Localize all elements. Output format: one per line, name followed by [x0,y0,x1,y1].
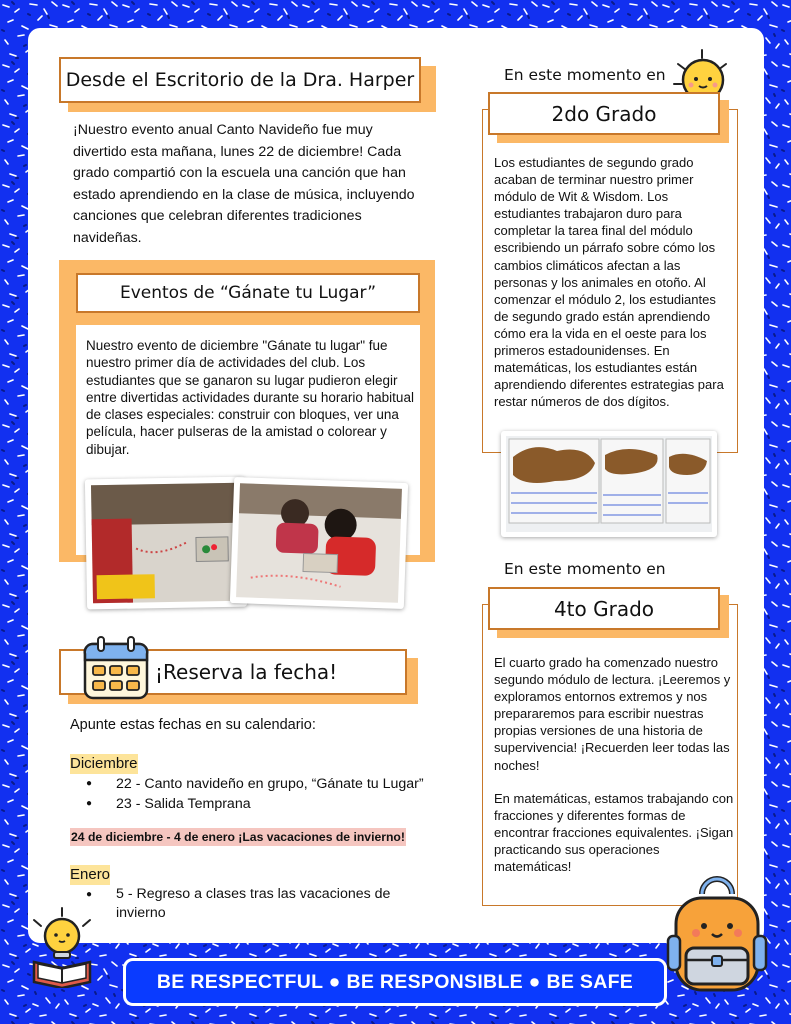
grade2-caption: En este momento en [504,66,666,84]
grade4-title: 4to Grado [553,596,655,621]
intro-paragraph: ¡Nuestro evento anual Canto Navideño fue muy divertido esta mañana, lunes 22 de diciembre! Cada grado compartió con la escuela una canción que han estado aprendiendo en la clase de música, incluyendo canciones que celebran diferentes tradiciones navideñas. [73,122,415,246]
list-item: ● 23 - Salida Temprana [70,794,470,814]
january-list [70,885,430,923]
list-item: ● 22 - Canto navideño en grupo, “Gánate tu Lugar” [70,774,470,794]
reading-lightbulb-icon [26,906,110,988]
footer-text: BE RESPECTFUL ● BE RESPONSIBLE ● BE SAFE [156,970,634,993]
grade4-paragraph-2: En matemáticas, estamos trabajando con fracciones y diferentes formas de encontrar fracciones equivalentes. ¡Sigan practicando sus operaciones matemáticas! [494,791,734,875]
month-january: Enero [70,866,111,883]
grade4-caption: En este momento en [504,560,666,578]
events-photo-2 [230,477,408,609]
events-title: Eventos de “Gánate tu Lugar” [119,283,377,303]
events-paragraph: Nuestro evento de diciembre "Gánate tu lugar" fue nuestro primer día de actividades del club. Los estudiantes que se ganaron su lugar pudieron elegir entre divertidas actividades durante su horario habitual de clases especiales: construir con bloques, ver una película, hacer pulseras de la amistad o colorear y dibujar. [86,338,414,457]
grade2-title: 2do Grado [551,101,657,126]
grade2-paragraph: Los estudiantes de segundo grado acaban de terminar nuestro primer módulo de Wit & Wisdom. Los estudiantes trabajaron duro para completar la tarea final del módulo escribiendo un párrafo sobre cómo los cambios climáticos afectan a las personas y los animales en otoño. Al comenzar el módulo 2, los estudiantes de segundo grado están aprendiendo cómo era la vida en el oeste para los primeros estadounidenses. En matemáticas, los estudiantes están aprendiendo diferentes estrategias para restar números de dos dígitos. [494,155,724,410]
dates-title: ¡Reserva la fecha! [155,660,338,684]
december-list [70,774,470,814]
grade4-title-box [488,587,720,630]
backpack-icon [664,876,770,998]
dates-intro: Apunte estas fechas en su calendario: [70,717,316,733]
grade2-photo [501,431,717,537]
events-photo-1 [85,477,247,610]
grade4-paragraph-1: El cuarto grado ha comenzado nuestro segundo módulo de lectura. ¡Leeremos y exploramos entornos extremos y nos prepararemos para escribir nuestras propias versiones de una historia de supervivencia! ¡Recuerden leer todas las noches! [494,655,731,773]
footer-banner [123,958,667,1006]
page-title: Desde el Escritorio de la Dra. Harper [65,69,415,91]
events-title-box [76,273,420,313]
grade2-title-box [488,92,720,135]
month-december: Diciembre [70,755,138,772]
calendar-icon [82,636,150,702]
list-item: ● 5 - Regreso a clases tras las vacaciones de invierno [70,885,430,923]
winter-break-banner: 24 de diciembre - 4 de enero ¡Las vacaciones de invierno! [71,830,405,844]
header-title-box [59,57,421,103]
